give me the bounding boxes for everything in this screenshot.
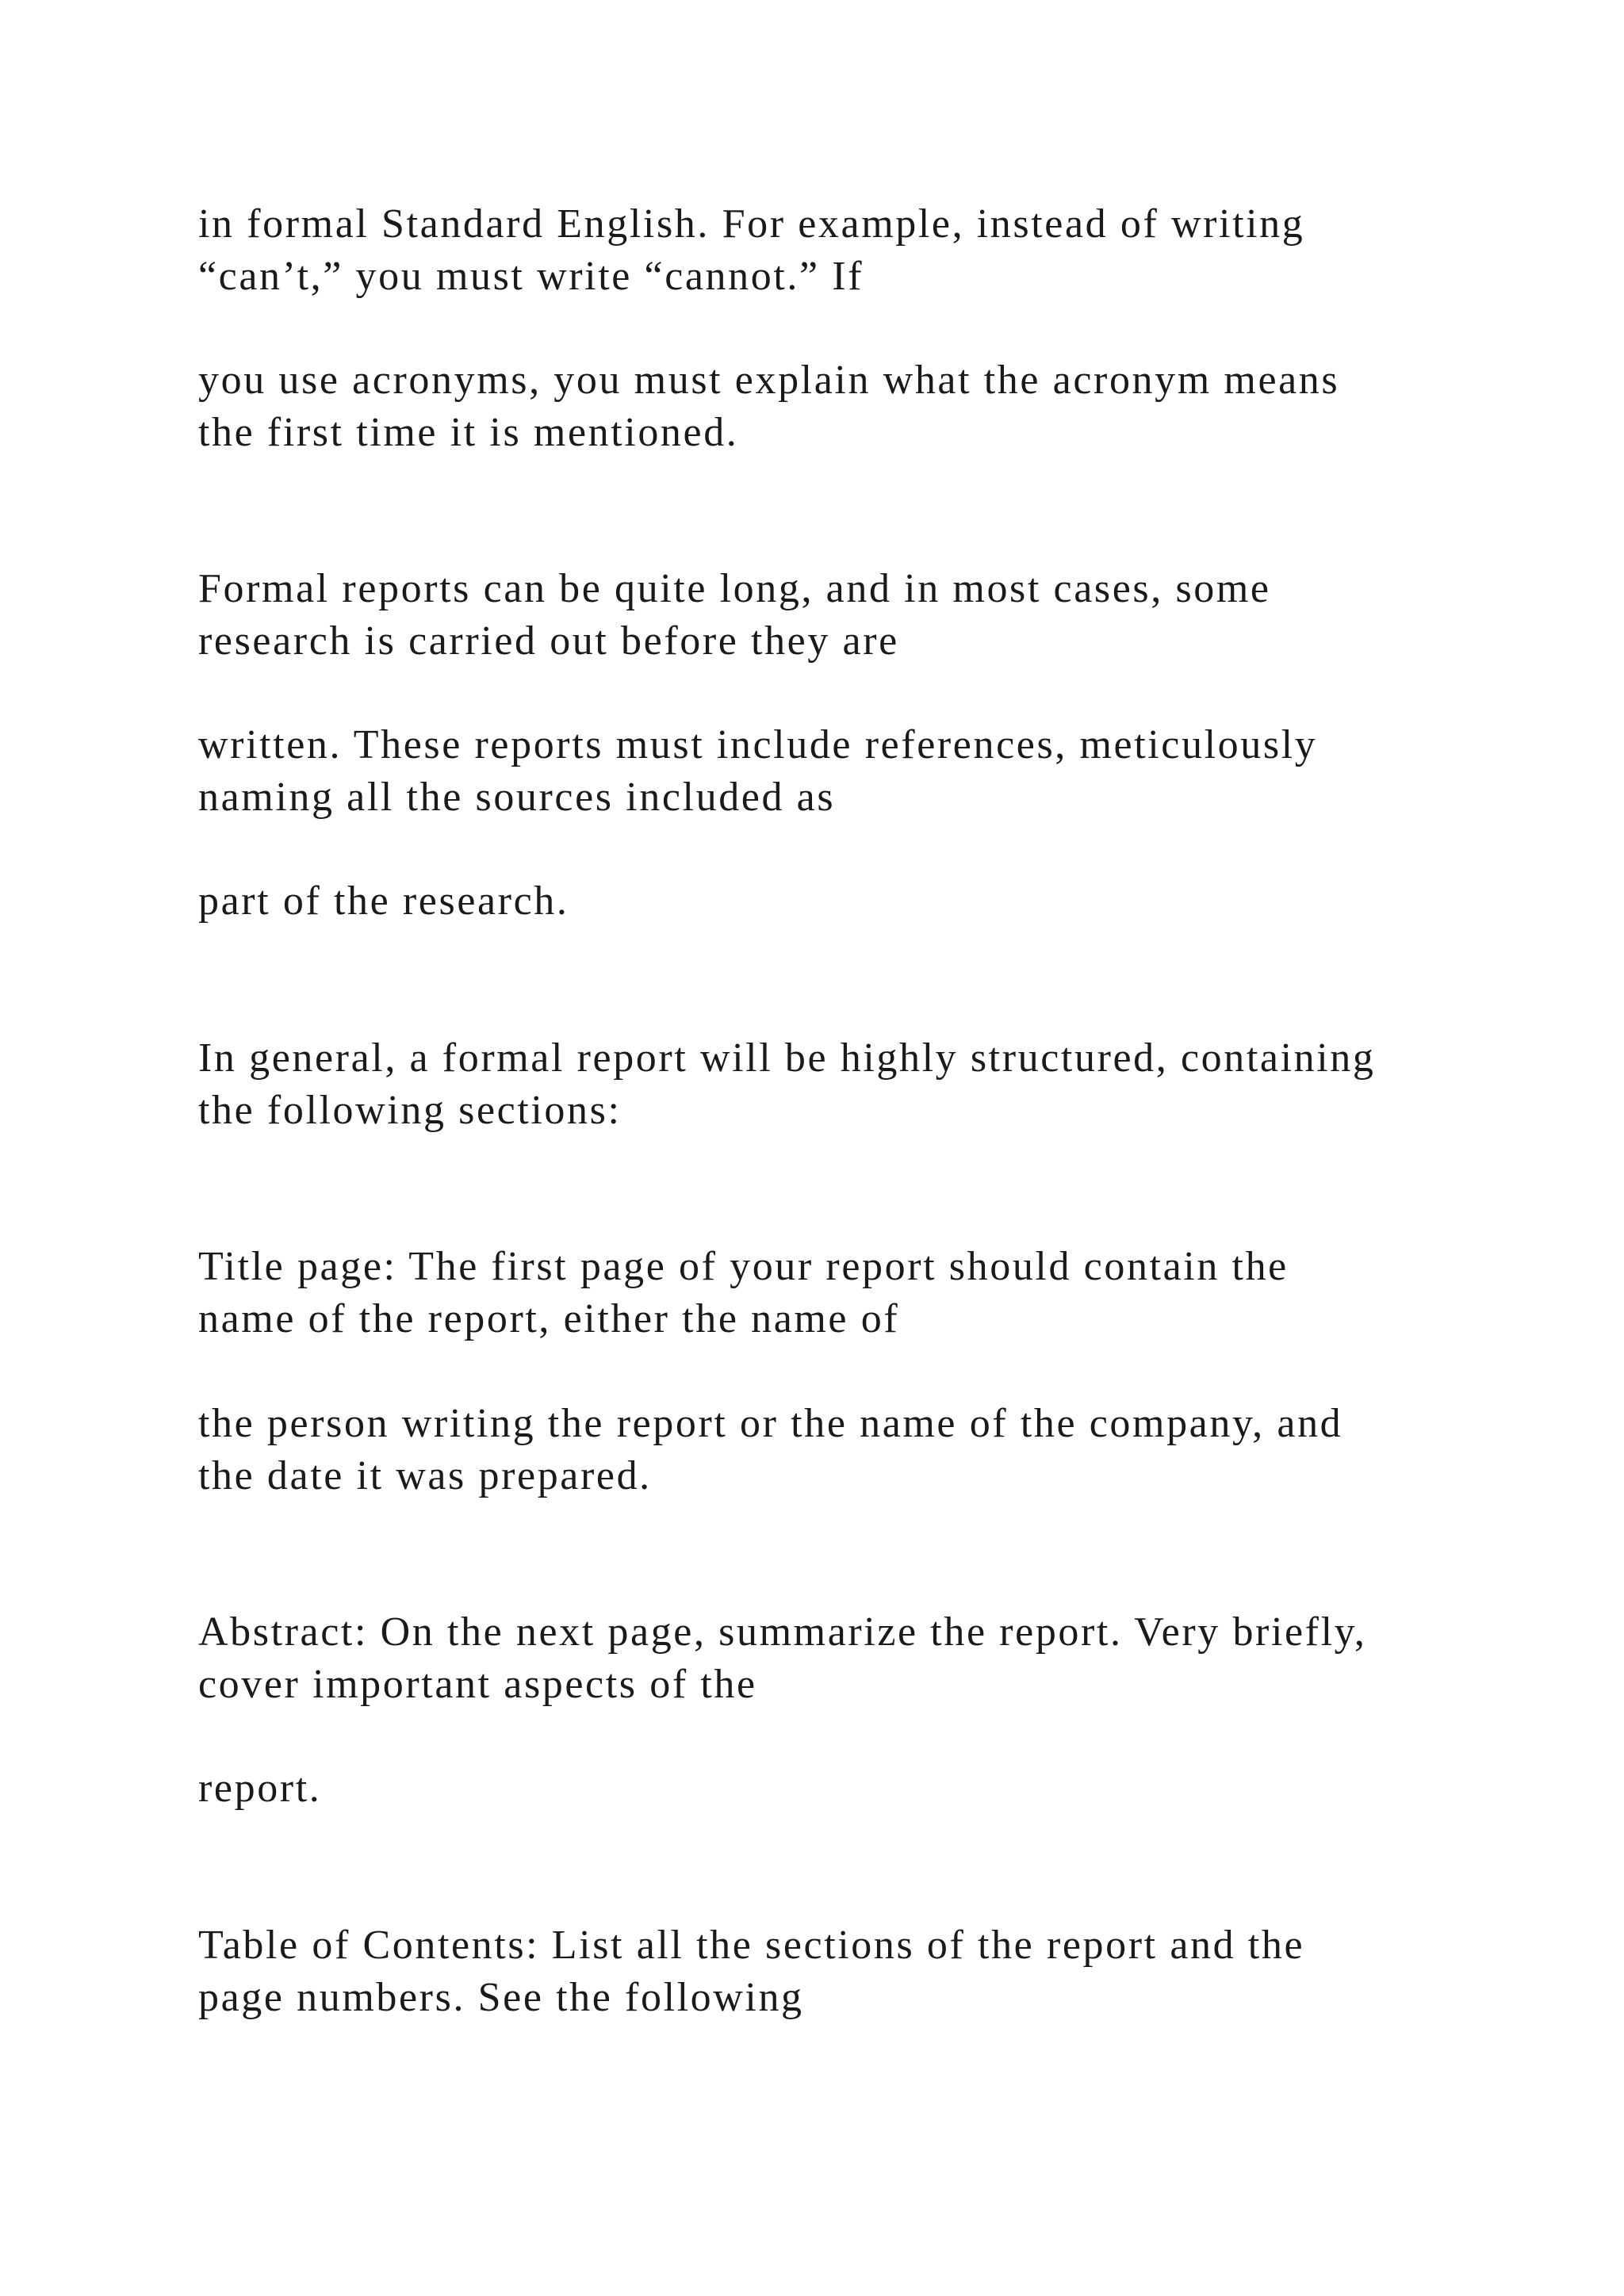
paragraph-1-line-2: “can’t,” you must write “cannot.” If	[198, 254, 864, 299]
paragraph-2-line-1: you use acronyms, you must explain what the acronym means	[198, 358, 1340, 403]
paragraph-5-line-1: part of the research.	[198, 878, 569, 924]
paragraph-7-line-1: Title page: The first page of your report should contain the	[198, 1244, 1289, 1289]
paragraph-11-line-1: Table of Contents: List all the sections of the report and the	[198, 1923, 1305, 1968]
paragraph-1-line-1: in formal Standard English. For example, instead of writing	[198, 201, 1305, 247]
paragraph-6-line-2: the following sections:	[198, 1088, 622, 1133]
paragraph-10-line-1: report.	[198, 1766, 322, 1811]
paragraph-2-line-2: the first time it is mentioned.	[198, 410, 739, 455]
paragraph-3-line-2: research is carried out before they are	[198, 618, 899, 664]
paragraph-4-line-1: written. These reports must include references, meticulously	[198, 722, 1318, 767]
paragraph-7-line-2: name of the report, either the name of	[198, 1296, 900, 1341]
paragraph-9-line-1: Abstract: On the next page, summarize the report. Very briefly,	[198, 1609, 1367, 1655]
paragraph-4-line-2: naming all the sources included as	[198, 775, 836, 820]
paragraph-9-line-2: cover important aspects of the	[198, 1662, 757, 1707]
paragraph-8-line-1: the person writing the report or the name of the company, and	[198, 1401, 1343, 1446]
paragraph-11-line-2: page numbers. See the following	[198, 1975, 804, 2020]
paragraph-6-line-1: In general, a formal report will be highly structured, containing	[198, 1035, 1376, 1081]
paragraph-3-line-1: Formal reports can be quite long, and in most cases, some	[198, 566, 1271, 611]
paragraph-8-line-2: the date it was prepared.	[198, 1453, 652, 1498]
